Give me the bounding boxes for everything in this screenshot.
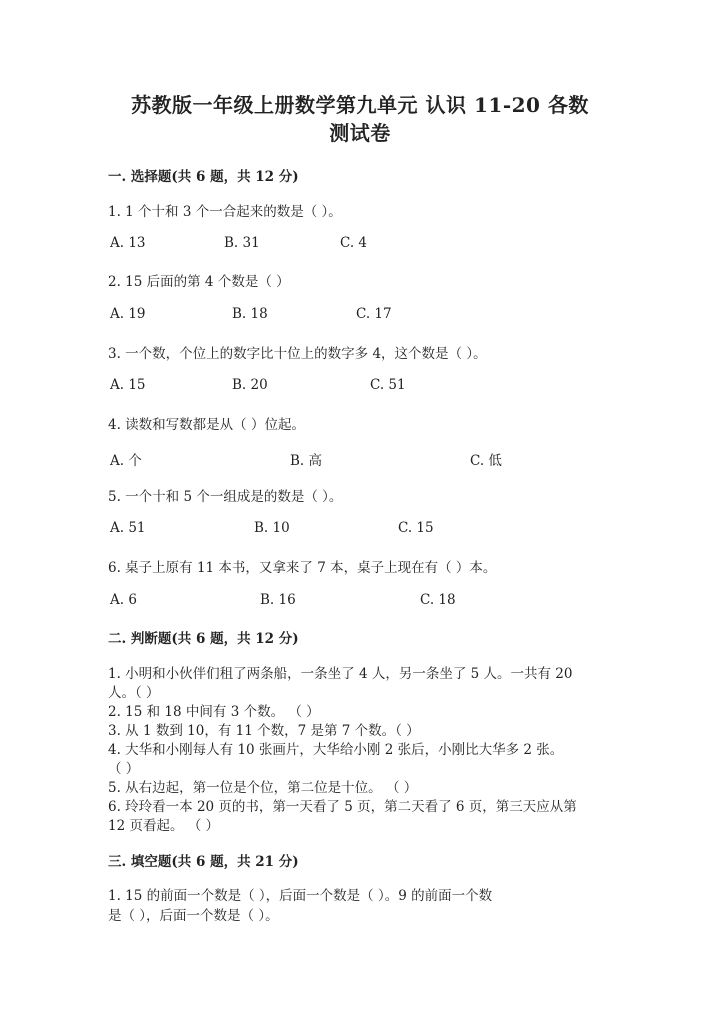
option-b: B. 16 — [260, 592, 296, 608]
fill-blank-line: 1. 15 的前面一个数是（ ），后面一个数是（ ）。9 的前面一个数 — [108, 888, 493, 904]
option-b: B. 10 — [254, 520, 290, 536]
judgment-line: 1. 小明和小伙伴们租了两条船，一条坐了 4 人，另一条坐了 5 人。一共有 20 — [108, 666, 573, 682]
option-c: C. 低 — [470, 453, 502, 469]
option-c: C. 51 — [370, 377, 406, 393]
judgment-line: 2. 15 和 18 中间有 3 个数。 （ ） — [108, 704, 320, 720]
option-a: A. 个 — [110, 453, 142, 469]
question-stem: 3. 一个数，个位上的数字比十位上的数字多 4，这个数是（ ）。 — [108, 346, 487, 362]
judgment-line: 6. 玲玲看一本 20 页的书，第一天看了 5 页，第二天看了 6 页，第三天应从第 — [108, 799, 577, 815]
option-a: A. 51 — [110, 520, 146, 536]
section-heading-fill-blank: 三. 填空题(共 6 题，共 21 分) — [108, 854, 299, 870]
option-b: B. 31 — [224, 235, 260, 251]
option-c: C. 18 — [420, 592, 456, 608]
question-stem: 6. 桌子上原有 11 本书，又拿来了 7 本，桌子上现在有（ ）本。 — [108, 560, 497, 576]
judgment-line: （ ） — [108, 761, 140, 777]
option-b: B. 20 — [232, 377, 268, 393]
question-stem: 4. 读数和写数都是从（ ）位起。 — [108, 417, 305, 433]
question-stem: 5. 一个十和 5 个一组成是的数是（ ）。 — [108, 489, 343, 505]
judgment-line: 3. 从 1 数到 10，有 11 个数，7 是第 7 个数。（ ） — [108, 723, 420, 739]
option-a: A. 13 — [110, 235, 146, 251]
judgment-line: 5. 从右边起，第一位是个位，第二位是十位。 （ ） — [108, 780, 418, 796]
option-a: A. 6 — [110, 592, 137, 608]
question-stem: 1. 1 个十和 3 个一合起来的数是（ ）。 — [108, 204, 342, 220]
worksheet-title-line-2: 测试卷 — [329, 121, 391, 145]
option-a: A. 19 — [110, 306, 146, 322]
option-c: C. 4 — [340, 235, 368, 251]
judgment-line: 12 页看起。 （ ） — [108, 818, 220, 834]
option-c: C. 15 — [398, 520, 434, 536]
worksheet-title-line-1: 苏教版一年级上册数学第九单元 认识 11-20 各数 — [131, 93, 589, 117]
option-a: A. 15 — [110, 377, 146, 393]
question-stem: 2. 15 后面的第 4 个数是（ ） — [108, 274, 290, 290]
judgment-line: 人。（ ） — [108, 685, 160, 701]
option-b: B. 高 — [290, 453, 323, 469]
section-heading-judgment: 二. 判断题(共 6 题，共 12 分) — [108, 631, 299, 647]
section-heading-choice: 一. 选择题(共 6 题，共 12 分) — [108, 169, 299, 185]
judgment-line: 4. 大华和小刚每人有 10 张画片，大华给小刚 2 张后，小刚比大华多 2 张。 — [108, 742, 564, 758]
option-b: B. 18 — [232, 306, 268, 322]
option-c: C. 17 — [356, 306, 392, 322]
fill-blank-line: 是（ ），后面一个数是（ ）。 — [108, 908, 279, 924]
